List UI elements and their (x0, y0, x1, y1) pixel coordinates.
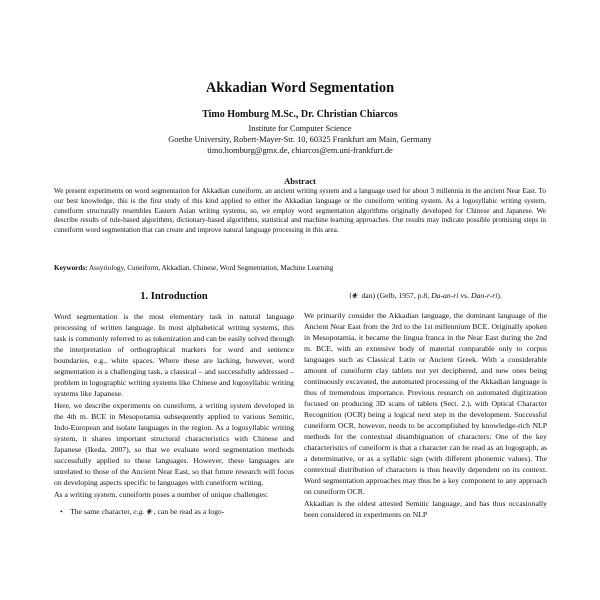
right-paragraph-2: Akkadian is the oldest attested Semitic language, and has thus occasionally been considered in experiments on NLP (304, 499, 547, 519)
keywords-line (54, 264, 546, 274)
intro-paragraph-3: As a writing system, cuneiform poses a number of unique challenges: (54, 490, 269, 499)
citation-end: ). (497, 291, 502, 300)
affiliation-institute: Institute for Computer Science (248, 124, 352, 133)
left-column (54, 290, 294, 518)
intro-paragraph-2: Here, we describe experiments on cuneiform, a writing system developed in the 4th m. BCE in Mesopotamia subsequently applied to various Semitic, Indo-European and isolate languages in the region. As a logosyllabic writing system, it shares important structural characteristics with Chinese and Japanese (Ikeda, 2007), so that we evaluate word segmentation methods successfully applied to these languages. However, these languages are unrelated to those of the Ancient Near East, so that future research will focus on developing aspects specific to languages with cuneiform writing. (54, 401, 294, 487)
paper-title: Akkadian Word Segmentation (205, 80, 395, 96)
versus-text: vs. (458, 291, 472, 300)
paper-authors: Timo Homburg M.Sc., Dr. Christian Chiarcos (202, 109, 398, 120)
right-column (304, 290, 547, 521)
right-column-continuation (304, 290, 547, 302)
cuneiform-glyph: 𒀭 (146, 508, 154, 516)
author-emails: timo.homburg@gmx.de, chiarcos@em.uni-frankfurt.de (207, 146, 393, 155)
keywords-text: Assyriology, Cuneiform, Akkadian, Chinese, Word Segmentation, Machine Learning (88, 264, 334, 272)
keywords-label: Keywords: (54, 264, 88, 272)
bullet-text-prefix: The same character, (70, 507, 134, 516)
challenge-bullet-item (54, 506, 294, 518)
abstract-heading: Abstract (284, 176, 316, 186)
reading-variant-2: Dan-r-ri (471, 291, 498, 300)
intro-paragraph-1: Word segmentation is the most elementary task in natural language processing of written language. In most alphabetical writing systems, this task is commonly referred to as tokenization and can be easily solved through the interpretation of orthographical markers for word and sentence boundaries, e.g., white spaces. Where these are lacking, however, word segmentation is a challenging task, a classical – and successfully addressed – problem in logographic writing systems like Chinese and logosyllabic writing systems like Japanese. (54, 312, 294, 398)
affiliation-address: Goethe University, Robert-Mayer-Str. 10, 60325 Frankfurt am Main, Germany (168, 135, 432, 144)
citation-gelb: dan) (Gelb, 1957, p.8, (361, 291, 432, 300)
section-heading-introduction: 1. Introduction (140, 291, 208, 302)
right-paragraph-1: We primarily consider the Akkadian language, the dominant language of the Ancient Near East from the 3rd to the 1st millennium BCE. Originally spoken in Mesopotamia, it became the lingua franca in the Near East during the 2nd m. BCE, with an extensive body of material comparable only to corpus languages such as Classical Latin or Ancient Greek. With a considerable amount of cuneiform clay tablets not yet deciphered, and new ones being continuously excavated, the automated processing of the Akkadian language is thus of tremendous importance. Previous research on automated digitization focused on producing 3D scans of tablets (Sect. 2.), with Optical Character Recognition (OCR) being a logical next step in the development. Successful cuneiform OCR, however, needs to be accomplished by knowledge-rich NLP methods for the contextual disambiguation of characters: One of the key characteristics of cuneiform is that a character can be read as an logograph, as a determinative, or as a syllabic sign (with different phonemic values). The contextual distribution of characters is thus heavily dependent on its context. Word segmentation approaches may thus be a key component to any approach on cuneiform OCR. (304, 311, 547, 496)
cuneiform-glyph-right: (𒀭 (349, 292, 362, 300)
reading-variant-1: Da-an-ri (431, 291, 459, 300)
bullet-eg: e.g. (133, 507, 145, 516)
abstract-text: We present experiments on word segmentation for Akkadian cuneiform, an ancient writing system and a language used for about 3 millennia in the ancient Near East. To our best knowledge, this is the first study of this kind applied to either the Akkadian language or the cuneiform writing system. As a logosyllabic writing system, cuneiform structurally resembles Eastern Asian writing systems, so, we employ word segmentation algorithms originally developed for Chinese and Japanese. We describe results of rule-based algorithms, dictionary-based algorithms, statistical and machine learning approaches. Our results may indicate possible promising steps in cuneiform word segmentation that can create and improve natural language processing in this area. (54, 187, 546, 235)
bullet-text-suffix: , can be read as a logo- (153, 507, 225, 516)
